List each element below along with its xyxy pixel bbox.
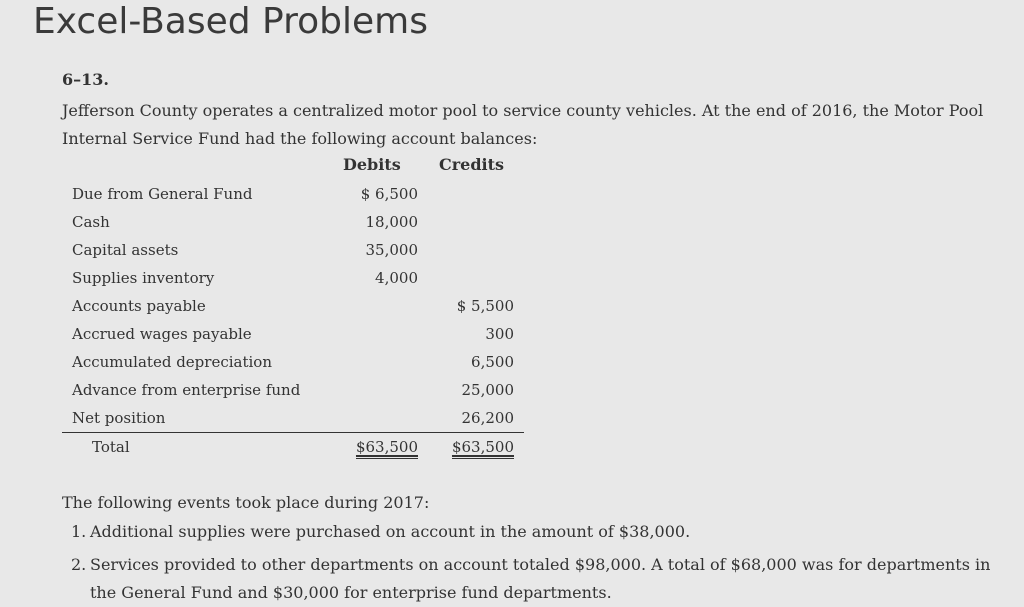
credit-amount: 6,500 <box>471 353 514 371</box>
page-title: Excel-Based Problems <box>33 1 428 42</box>
debits-header: Debits <box>343 155 401 174</box>
table-row <box>62 264 524 292</box>
account-name: Capital assets <box>72 241 179 259</box>
debit-amount: 35,000 <box>365 241 418 259</box>
problem-number: 6–13. <box>62 70 109 89</box>
table-row <box>62 404 524 432</box>
credit-amount: 26,200 <box>461 409 514 427</box>
table-row <box>62 376 524 404</box>
debit-amount: 4,000 <box>375 269 418 287</box>
table-row <box>62 208 524 236</box>
account-name: Supplies inventory <box>72 269 215 287</box>
event-number: 1. <box>71 522 87 541</box>
account-name: Accounts payable <box>72 297 206 315</box>
event-text-continued: the General Fund and $30,000 for enterprise fund departments. <box>90 583 612 602</box>
account-name: Cash <box>72 213 110 231</box>
problem-intro: Jefferson County operates a centralized motor pool to service county vehicles. At the end of 2016, the Motor Pool Internal Service Fund had the following account balances: <box>62 101 984 148</box>
table-row <box>62 292 524 320</box>
total-debit: $63,500 <box>356 438 418 459</box>
account-name: Due from General Fund <box>72 185 253 203</box>
account-name: Accumulated depreciation <box>72 353 272 371</box>
credit-amount: $ 5,500 <box>456 297 514 315</box>
credit-amount: 25,000 <box>461 381 514 399</box>
table-row <box>62 180 524 208</box>
event-text: Additional supplies were purchased on account in the amount of $38,000. <box>90 522 691 541</box>
table-row <box>62 320 524 348</box>
account-name: Accrued wages payable <box>72 325 252 343</box>
account-name: Advance from enterprise fund <box>72 381 301 399</box>
events-intro: The following events took place during 2017: <box>62 493 430 512</box>
total-row <box>62 433 524 461</box>
event-number: 2. <box>71 555 87 574</box>
credits-header: Credits <box>439 155 505 174</box>
account-name: Net position <box>72 409 166 427</box>
table-row <box>62 236 524 264</box>
table-row <box>62 348 524 376</box>
debit-amount: $ 6,500 <box>360 185 418 203</box>
event-text: Services provided to other departments on account totaled $98,000. A total of $68,000 was for departments in <box>90 555 991 574</box>
total-credit: $63,500 <box>452 438 514 459</box>
debit-amount: 18,000 <box>365 213 418 231</box>
event-item <box>71 551 1021 607</box>
credit-amount: 300 <box>485 325 514 343</box>
total-label: Total <box>92 438 130 456</box>
event-item <box>71 518 1021 546</box>
